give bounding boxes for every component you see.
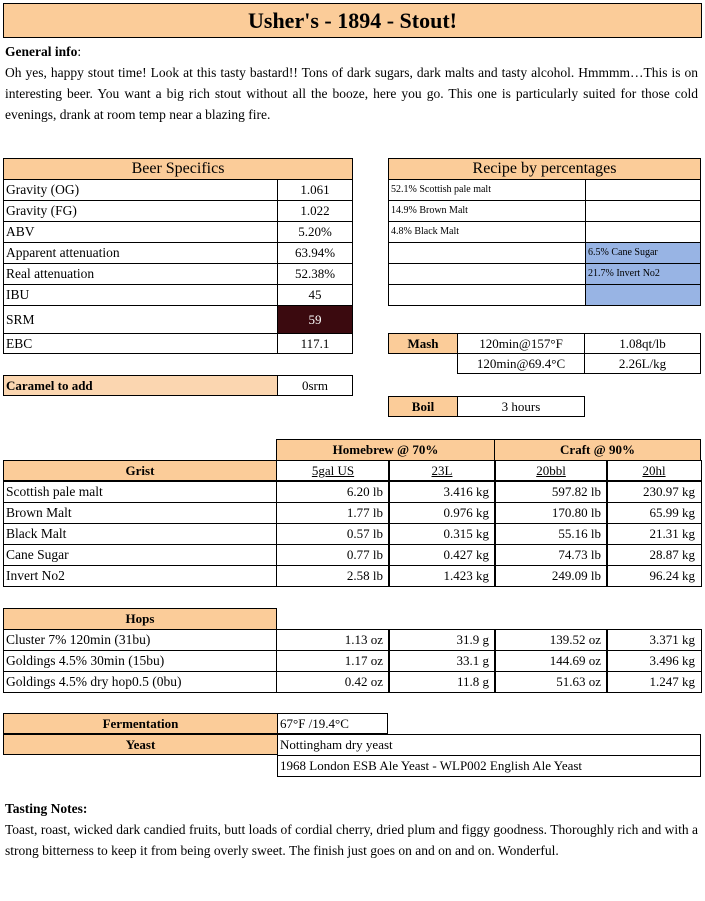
srm-color-swatch: 59 [277, 305, 353, 334]
grist-row-value: 249.09 lb [494, 565, 608, 587]
recipe-right-cell [585, 179, 701, 201]
spec-label: SRM [3, 305, 278, 334]
hops-label: Hops [3, 608, 277, 629]
mash-label: Mash [388, 333, 458, 354]
grist-row-name: Black Malt [3, 523, 277, 545]
spec-label: Apparent attenuation [3, 242, 278, 264]
grist-label: Grist [3, 460, 277, 481]
yeast-line-1: Nottingham dry yeast [277, 734, 701, 756]
grist-row-value: 21.31 kg [606, 523, 702, 545]
grist-col-header: 20hl [606, 460, 702, 481]
mash-ratio-us: 1.08qt/lb [584, 333, 701, 354]
hop-row-name: Goldings 4.5% dry hop0.5 (0bu) [3, 671, 277, 693]
spec-label: IBU [3, 284, 278, 306]
hop-row-value: 0.42 oz [276, 671, 390, 693]
spec-label: Gravity (OG) [3, 179, 278, 201]
recipe-right-cell: 6.5% Cane Sugar [585, 242, 701, 264]
hop-row-value: 51.63 oz [494, 671, 608, 693]
hop-row-value: 3.371 kg [606, 629, 702, 651]
spec-value: 5.20% [277, 221, 353, 243]
beer-specifics-header: Beer Specifics [3, 158, 353, 180]
grist-row-value: 597.82 lb [494, 481, 608, 503]
hop-row-value: 144.69 oz [494, 650, 608, 672]
spec-value: 117.1 [277, 333, 353, 354]
spec-label: Real attenuation [3, 263, 278, 285]
grist-row-value: 0.57 lb [276, 523, 390, 545]
tasting-notes-label: Tasting Notes: [5, 801, 88, 816]
hop-row-value: 3.496 kg [606, 650, 702, 672]
grist-row-name: Scottish pale malt [3, 481, 277, 503]
recipe-right-cell: 21.7% Invert No2 [585, 263, 701, 285]
boil-value: 3 hours [457, 396, 585, 417]
grist-col-header: 23L [388, 460, 496, 481]
mash-time-f: 120min@157°F [457, 333, 585, 354]
grist-row-value: 0.315 kg [388, 523, 496, 545]
hop-row-value: 139.52 oz [494, 629, 608, 651]
fermentation-value: 67°F /19.4°C [277, 713, 388, 734]
grist-row-value: 65.99 kg [606, 502, 702, 524]
spec-value: 63.94% [277, 242, 353, 264]
recipe-left-cell [388, 284, 586, 306]
mash-time-c: 120min@69.4°C [457, 353, 585, 374]
yeast-label: Yeast [3, 734, 278, 755]
fermentation-label: Fermentation [3, 713, 278, 734]
recipe-left-cell: 4.8% Black Malt [388, 221, 586, 243]
grist-row-name: Invert No2 [3, 565, 277, 587]
grist-row-name: Brown Malt [3, 502, 277, 524]
general-info-text: Oh yes, happy stout time! Look at this tasty bastard!! Tons of dark sugars, dark malts and tasty alcohol. Hmmmm…This is on interesting beer. You want a big rich stout without all the booze, here you go. This one is particularly suited for those cold evenings, drank at room temp near a blazing fire. [5, 65, 698, 122]
mash-ratio-metric: 2.26L/kg [584, 353, 701, 374]
tasting-notes-text: Toast, roast, wicked dark candied fruits, butt loads of cordial cherry, dried plum and figgy goodness. Thoroughly rich and with a strong bitterness to keep it from being overly sweet. The finish just goes on and on and on. Wonderful. [5, 822, 698, 858]
spec-value: 45 [277, 284, 353, 306]
grist-row-value: 6.20 lb [276, 481, 390, 503]
spec-value: 1.022 [277, 200, 353, 222]
grist-row-value: 0.976 kg [388, 502, 496, 524]
recipe-right-cell [585, 200, 701, 222]
spec-label: ABV [3, 221, 278, 243]
caramel-value: 0srm [277, 375, 353, 396]
recipe-right-cell [585, 221, 701, 243]
grist-col-header: 5gal US [276, 460, 390, 481]
grist-row-value: 74.73 lb [494, 544, 608, 566]
grist-col-header: 20bbl [494, 460, 608, 481]
spec-value: 1.061 [277, 179, 353, 201]
grist-row-value: 0.427 kg [388, 544, 496, 566]
recipe-left-cell: 14.9% Brown Malt [388, 200, 586, 222]
recipe-header: Recipe by percentages [388, 158, 701, 180]
grist-row-value: 0.77 lb [276, 544, 390, 566]
yeast-line-2: 1968 London ESB Ale Yeast - WLP002 English Ale Yeast [277, 755, 701, 777]
recipe-left-cell [388, 242, 586, 264]
boil-label: Boil [388, 396, 458, 417]
grist-row-value: 55.16 lb [494, 523, 608, 545]
grist-row-value: 3.416 kg [388, 481, 496, 503]
recipe-right-cell [585, 284, 701, 306]
spec-label: EBC [3, 333, 278, 354]
hop-row-value: 11.8 g [388, 671, 496, 693]
recipe-left-cell: 52.1% Scottish pale malt [388, 179, 586, 201]
grist-row-value: 28.87 kg [606, 544, 702, 566]
spec-label: Gravity (FG) [3, 200, 278, 222]
homebrew-header: Homebrew @ 70% [276, 439, 495, 461]
page-title: Usher's - 1894 - Stout! [3, 3, 702, 38]
grist-row-value: 1.423 kg [388, 565, 496, 587]
spec-value: 52.38% [277, 263, 353, 285]
hop-row-name: Goldings 4.5% 30min (15bu) [3, 650, 277, 672]
tasting-notes [5, 798, 698, 861]
general-info: General info: Oh yes, happy stout time! Look at this tasty bastard!! Tons of dark sugars, dark malts and tasty alcohol. Hmmmm…This is on interesting beer. You want a big rich stout without all the booze, here you go. This one is particularly suited for those cold evenings, drank at room temp near a blazing fire. [5, 41, 698, 125]
grist-row-name: Cane Sugar [3, 544, 277, 566]
grist-row-value: 96.24 kg [606, 565, 702, 587]
hop-row-name: Cluster 7% 120min (31bu) [3, 629, 277, 651]
grist-row-value: 1.77 lb [276, 502, 390, 524]
grist-row-value: 170.80 lb [494, 502, 608, 524]
hop-row-value: 33.1 g [388, 650, 496, 672]
hop-row-value: 1.17 oz [276, 650, 390, 672]
general-info-label: General info [5, 44, 78, 59]
hop-row-value: 1.13 oz [276, 629, 390, 651]
hop-row-value: 31.9 g [388, 629, 496, 651]
hop-row-value: 1.247 kg [606, 671, 702, 693]
recipe-left-cell [388, 263, 586, 285]
craft-header: Craft @ 90% [494, 439, 701, 461]
caramel-label: Caramel to add [3, 375, 278, 396]
grist-row-value: 230.97 kg [606, 481, 702, 503]
grist-row-value: 2.58 lb [276, 565, 390, 587]
